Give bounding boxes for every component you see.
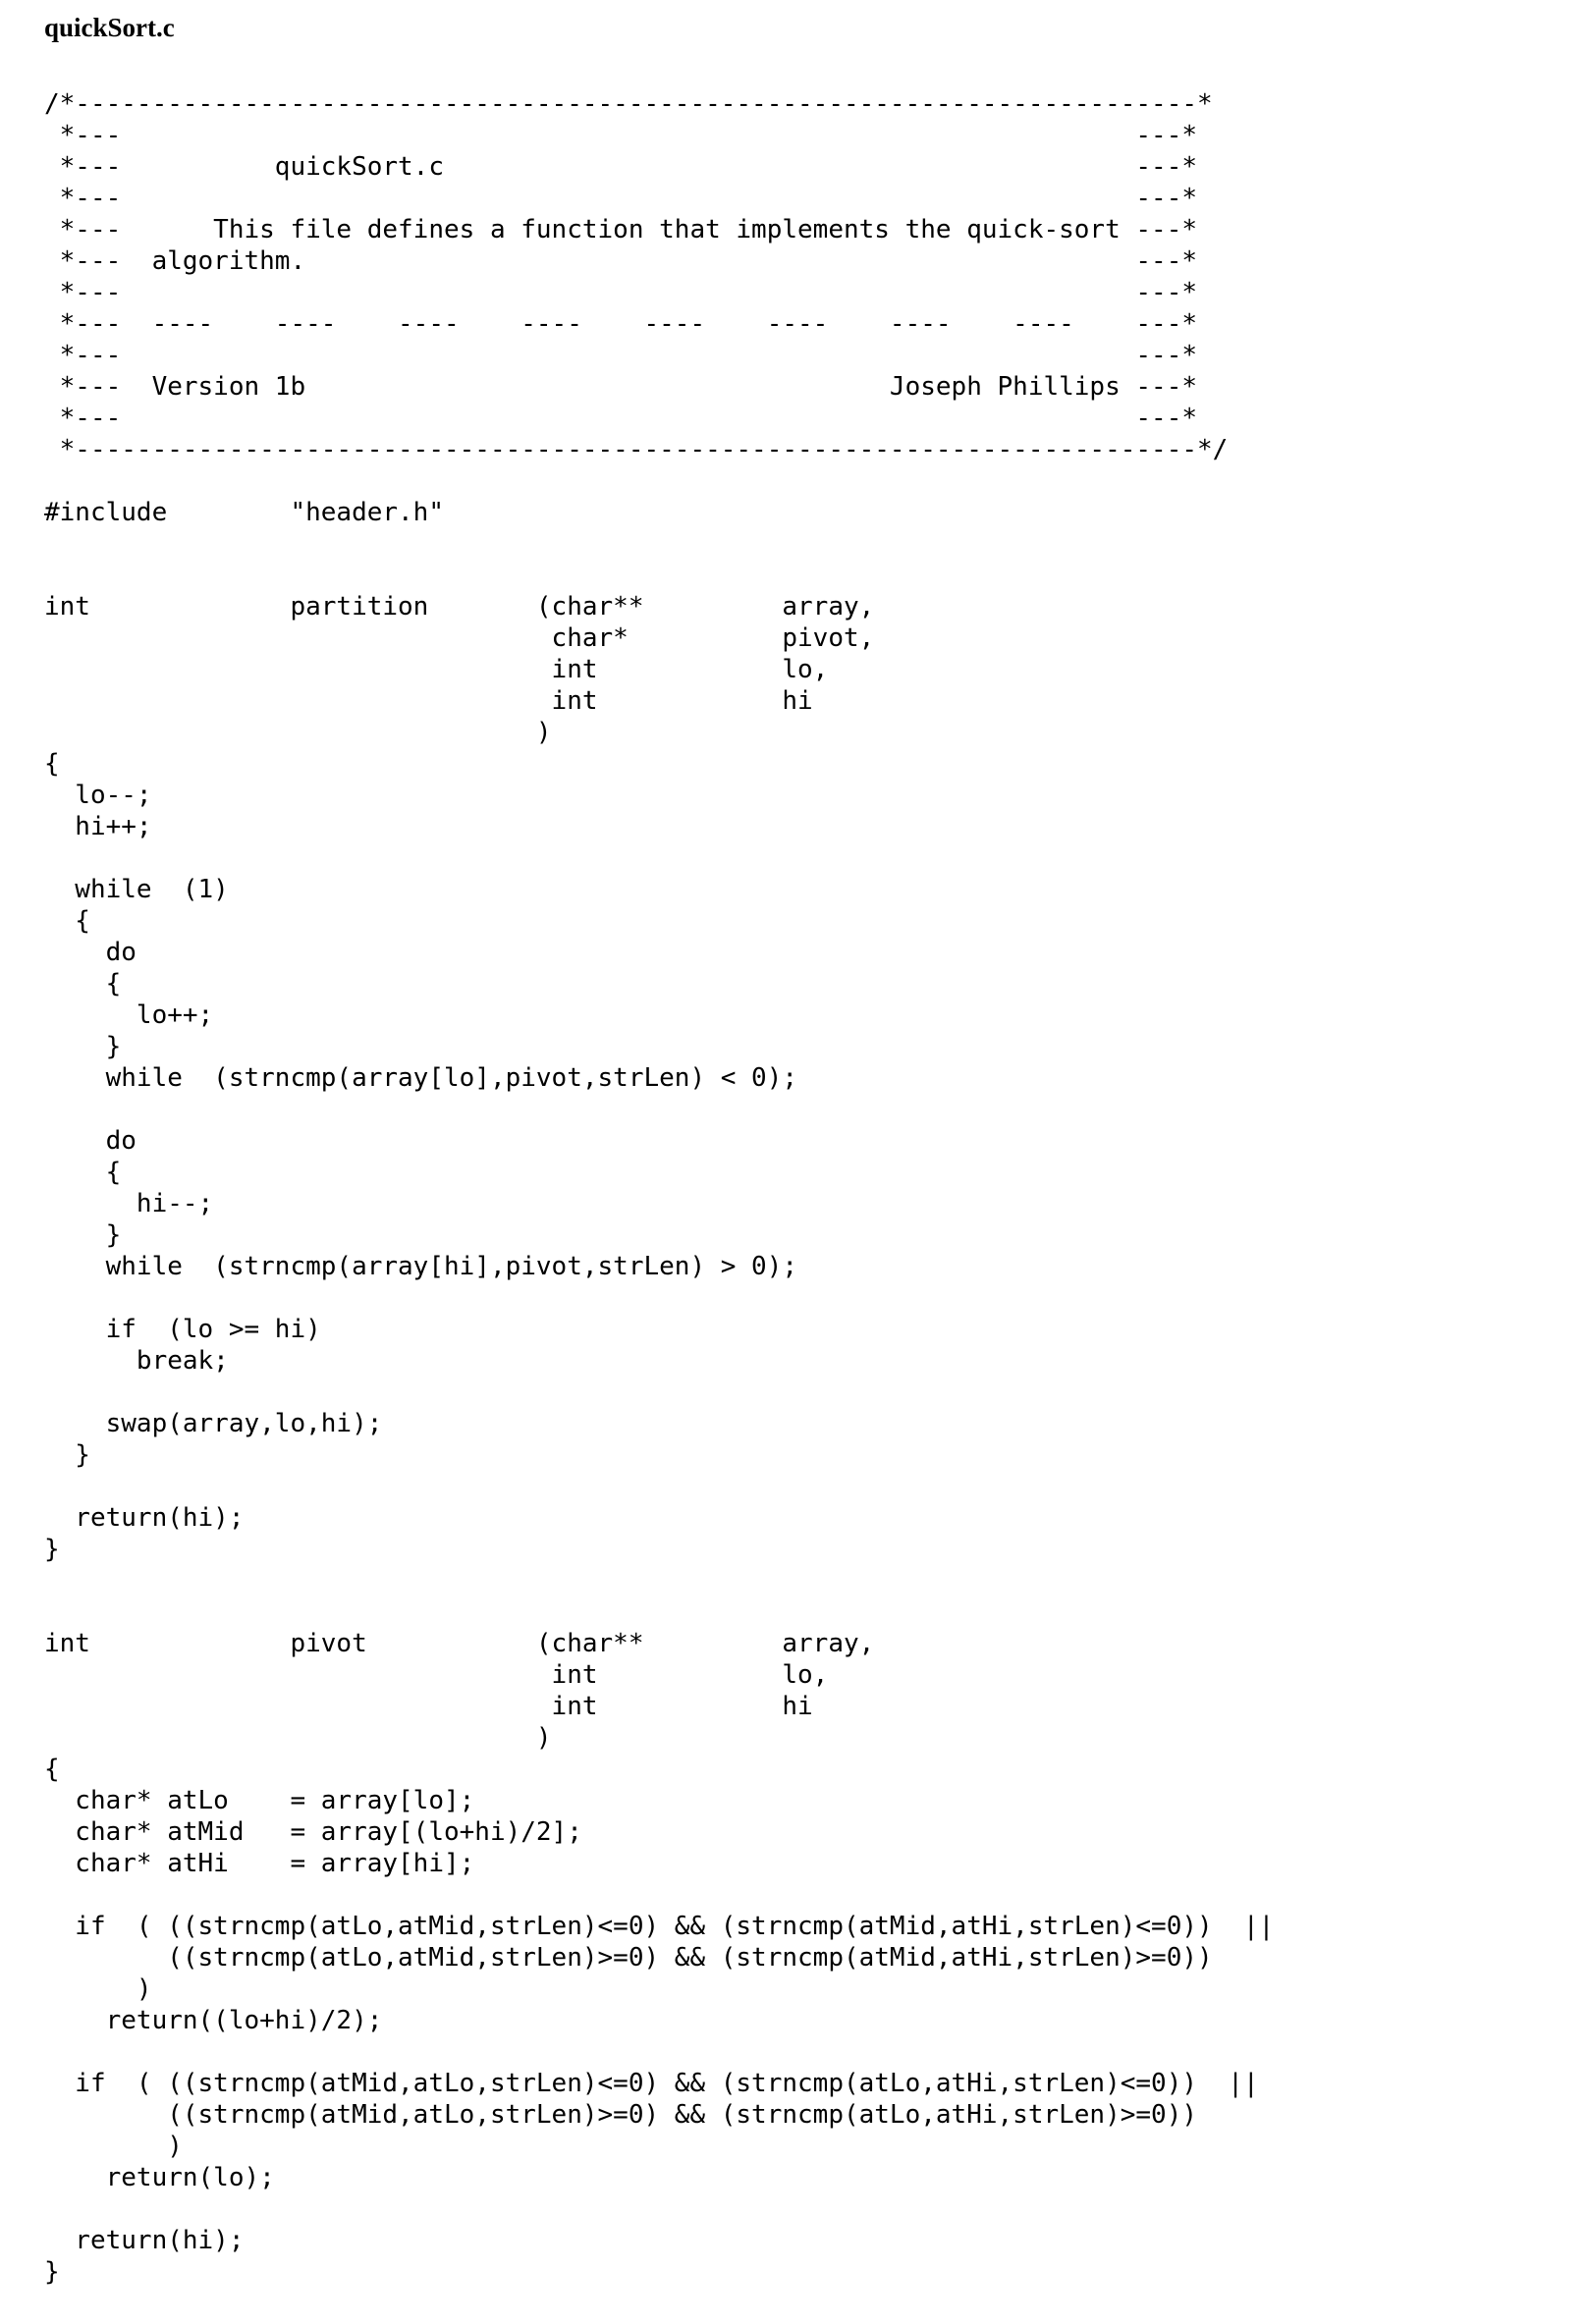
code-line: return((lo+hi)/2); — [44, 2006, 383, 2035]
code-line: while (strncmp(array[lo],pivot,strLen) < 0); — [44, 1063, 798, 1093]
code-line: return(hi); — [44, 1503, 245, 1533]
code-line: *--- ---* — [44, 341, 1197, 370]
code-line: hi++; — [44, 812, 152, 841]
code-line: *--- ---* — [44, 121, 1197, 150]
code-line: { — [44, 906, 90, 936]
code-line — [44, 1377, 1274, 1408]
code-line: lo--; — [44, 781, 152, 810]
code-line: *--- ---* — [44, 278, 1197, 307]
code-line: swap(array,lo,hi); — [44, 1409, 383, 1438]
code-line: do — [44, 938, 137, 967]
code-line: int lo, — [44, 1660, 829, 1690]
code-line: ((strncmp(atLo,atMid,strLen)>=0) && (strncmp(atMid,atHi,strLen)>=0)) — [44, 1943, 1213, 1973]
code-line: ) — [44, 1974, 152, 2004]
code-line: ) — [44, 718, 552, 747]
code-line: char* atMid = array[(lo+hi)/2]; — [44, 1817, 582, 1847]
code-line: ) — [44, 2132, 183, 2161]
code-line: if ( ((strncmp(atMid,atLo,strLen)<=0) && (strncmp(atLo,atHi,strLen)<=0)) || — [44, 2069, 1259, 2098]
code-line: { — [44, 1755, 60, 1784]
code-line: *--- This file defines a function that implements the quick-sort ---* — [44, 215, 1197, 244]
code-block — [44, 88, 1274, 2288]
code-line: *--- Version 1b Joseph Phillips ---* — [44, 372, 1197, 402]
code-line: /*-------------------------------------------------------------------------* — [44, 89, 1213, 119]
code-line: ) — [44, 1723, 552, 1753]
file-title: quickSort.c — [44, 13, 175, 42]
code-line — [44, 1094, 1274, 1125]
code-line — [44, 2036, 1274, 2068]
code-line: *--- quickSort.c ---* — [44, 152, 1197, 182]
code-line: *--- ---* — [44, 184, 1197, 213]
document-page — [44, 10, 1557, 2287]
code-line: char* atHi = array[hi]; — [44, 1849, 475, 1878]
code-line: { — [44, 969, 122, 999]
code-line: break; — [44, 1346, 229, 1376]
code-line: int hi — [44, 686, 813, 716]
code-line: char* atLo = array[lo]; — [44, 1786, 475, 1815]
code-line: hi--; — [44, 1189, 214, 1218]
code-line: while (1) — [44, 875, 229, 904]
code-line — [44, 1879, 1274, 1911]
code-line: if (lo >= hi) — [44, 1315, 321, 1344]
code-line — [44, 1471, 1274, 1502]
code-line — [44, 842, 1274, 874]
code-line: } — [44, 1535, 60, 1564]
code-line: } — [44, 1220, 122, 1250]
code-line: return(lo); — [44, 2163, 275, 2192]
code-line — [44, 528, 1274, 560]
code-line: { — [44, 749, 60, 779]
code-line: *-------------------------------------------------------------------------*/ — [44, 435, 1229, 464]
code-line — [44, 1565, 1274, 1596]
code-line: int lo, — [44, 655, 829, 684]
code-line — [44, 1596, 1274, 1628]
code-line: while (strncmp(array[hi],pivot,strLen) > 0); — [44, 1252, 798, 1281]
code-line: int pivot (char** array, — [44, 1629, 875, 1658]
code-line: int partition (char** array, — [44, 592, 875, 622]
code-line — [44, 560, 1274, 591]
code-line: #include "header.h" — [44, 498, 444, 527]
code-line: int hi — [44, 1692, 813, 1721]
code-line: char* pivot, — [44, 623, 875, 653]
code-line — [44, 2193, 1274, 2225]
code-line — [44, 465, 1274, 497]
code-line: { — [44, 1158, 122, 1187]
code-line: } — [44, 2257, 60, 2287]
code-line: } — [44, 1440, 90, 1470]
code-line: ((strncmp(atMid,atLo,strLen)>=0) && (strncmp(atLo,atHi,strLen)>=0)) — [44, 2100, 1197, 2130]
code-line: } — [44, 1032, 122, 1061]
code-line: if ( ((strncmp(atLo,atMid,strLen)<=0) && (strncmp(atMid,atHi,strLen)<=0)) || — [44, 1912, 1275, 1941]
code-line: *--- ---* — [44, 404, 1197, 433]
code-line: lo++; — [44, 1000, 214, 1030]
code-line: *--- algorithm. ---* — [44, 246, 1197, 276]
code-line: do — [44, 1126, 137, 1156]
code-line — [44, 1282, 1274, 1314]
code-line: *--- ---- ---- ---- ---- ---- ---- ---- ---- ---* — [44, 309, 1197, 339]
code-line: return(hi); — [44, 2226, 245, 2255]
